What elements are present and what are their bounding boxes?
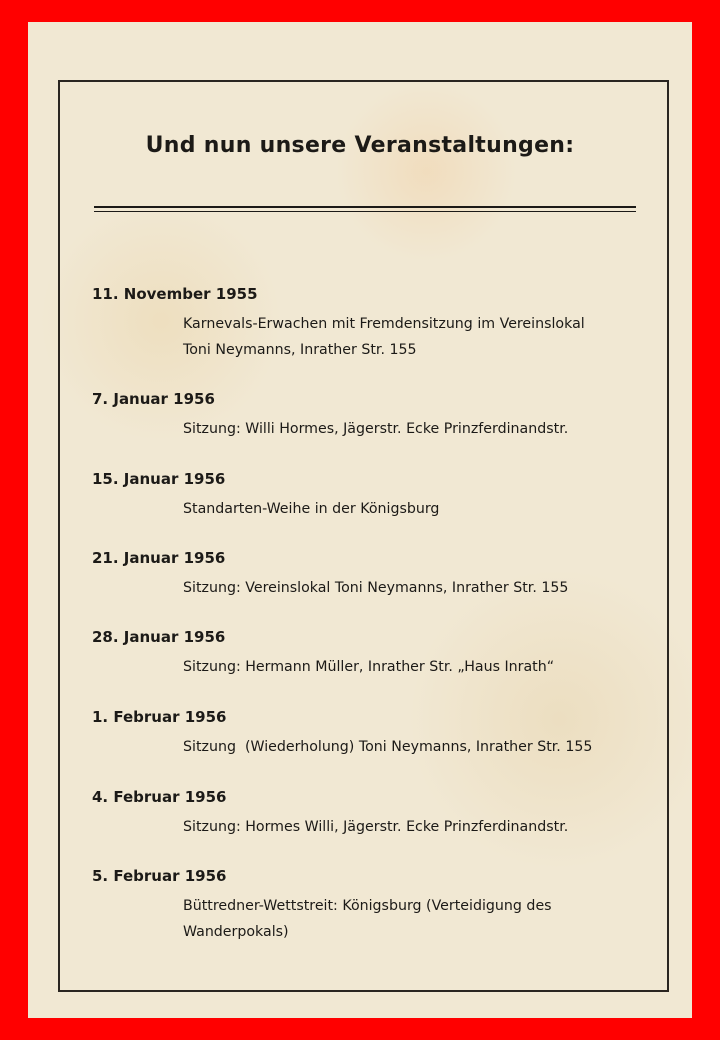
event-description-line: Karnevals-Erwachen mit Fremdensitzung im Vereinslokal — [183, 316, 585, 332]
event-description — [183, 416, 635, 442]
document-page — [28, 22, 692, 1018]
event-date: 11. November 1955 — [92, 285, 258, 303]
event-description — [183, 575, 635, 601]
event-description-line: Sitzung: Hermann Müller, Inrather Str. „Haus Inrath“ — [183, 659, 555, 675]
event-description-line: Sitzung (Wiederholung) Toni Neymanns, Inrather Str. 155 — [183, 739, 593, 755]
event-description-line: Sitzung: Vereinslokal Toni Neymanns, Inrather Str. 155 — [183, 580, 569, 596]
event-date: 15. Januar 1956 — [92, 470, 226, 488]
event-description — [183, 654, 635, 680]
event-date: 1. Februar 1956 — [92, 708, 227, 726]
event-item — [92, 548, 652, 601]
event-description — [183, 496, 635, 522]
event-date: 28. Januar 1956 — [92, 628, 226, 646]
event-item — [92, 707, 652, 760]
event-description-line: Sitzung: Willi Hormes, Jägerstr. Ecke Prinzferdinandstr. — [183, 421, 569, 437]
event-description — [183, 893, 635, 945]
event-item — [92, 284, 652, 363]
event-description-line: Standarten-Weihe in der Königsburg — [183, 501, 440, 517]
event-item — [92, 469, 652, 522]
page-title: Und nun unsere Veranstaltungen: — [145, 133, 575, 158]
event-description-line: Sitzung: Hormes Willi, Jägerstr. Ecke Prinzferdinandstr. — [183, 819, 569, 835]
event-date: 4. Februar 1956 — [92, 788, 227, 806]
event-description — [183, 734, 635, 760]
title-underline-thin — [94, 211, 636, 212]
title-underline — [94, 206, 636, 208]
event-description-line: Toni Neymanns, Inrather Str. 155 — [183, 342, 417, 358]
event-item — [92, 866, 652, 945]
event-item — [92, 627, 652, 680]
event-description-line: Büttredner-Wettstreit: Königsburg (Verteidigung des — [183, 898, 552, 914]
event-item — [92, 389, 652, 442]
event-date: 7. Januar 1956 — [92, 390, 215, 408]
event-item — [92, 787, 652, 840]
event-date: 5. Februar 1956 — [92, 867, 227, 885]
event-date: 21. Januar 1956 — [92, 549, 226, 567]
event-description — [183, 814, 635, 840]
page-border — [58, 80, 669, 992]
event-description-line: Wanderpokals) — [183, 924, 289, 940]
event-description — [183, 311, 635, 363]
